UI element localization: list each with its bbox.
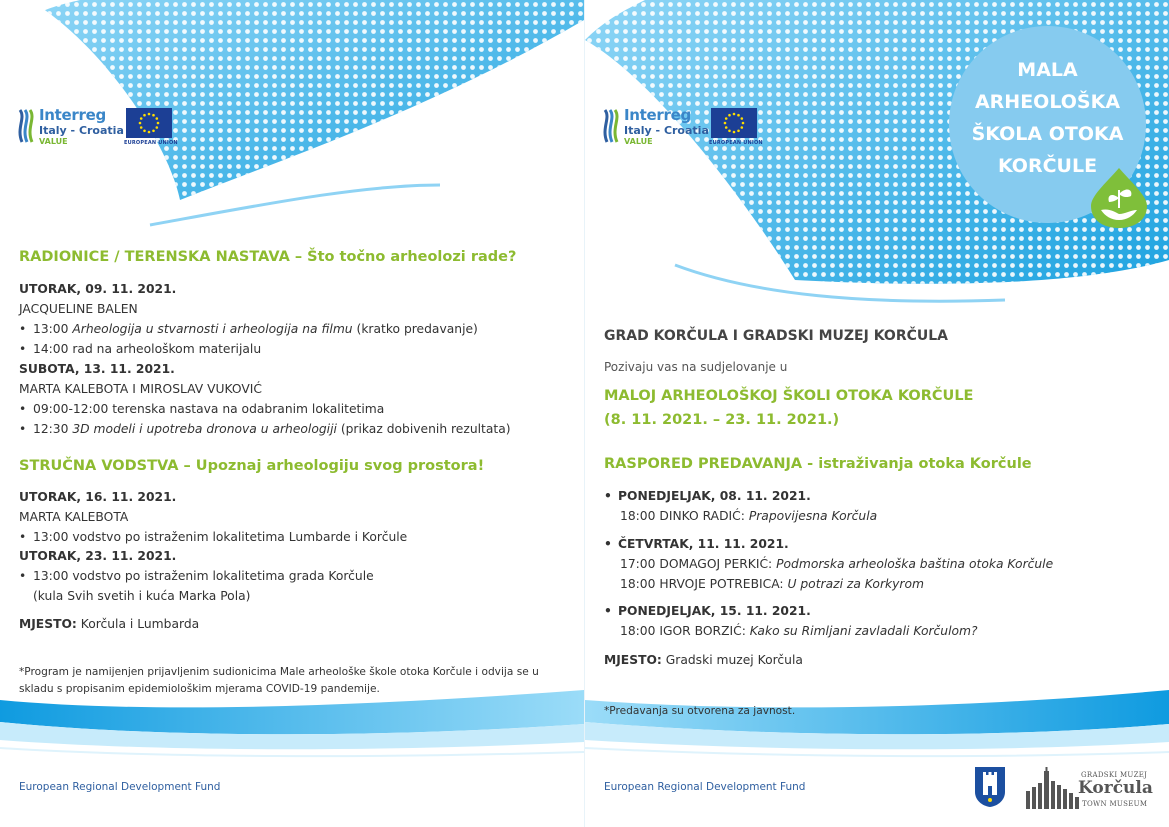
- invite-text: Pozivaju vas na sudjelovanje u: [604, 360, 788, 374]
- event-dates: (8. 11. 2021. – 23. 11. 2021.): [604, 412, 840, 428]
- interreg-program: Italy - Croatia: [39, 124, 124, 137]
- lecture-3: 18:00 HRVOJE POTREBICA: U potrazi za Korkyrom: [620, 577, 924, 591]
- museum-top-caption: GRADSKI MUZEJ: [1081, 771, 1148, 779]
- host-institutions: GRAD KORČULA I GRADSKI MUZEJ KORČULA: [604, 328, 948, 344]
- workshop-day-2: SUBOTA, 13. 11. 2021.: [19, 362, 175, 376]
- workshop-person-2: MARTA KALEBOTA I MIROSLAV VUKOVIĆ: [19, 382, 262, 396]
- museum-skyline-icon: [1026, 767, 1082, 811]
- left-venue: MJESTO: Korčula i Lumbarda: [19, 617, 200, 631]
- interreg-title: Interreg: [624, 106, 691, 124]
- right-footer: European Regional Development Fund: [604, 781, 806, 793]
- museum-name: Korčula: [1078, 778, 1153, 798]
- eu-flag-icon: [711, 108, 757, 138]
- eu-caption: EUROPEAN UNION: [124, 140, 178, 146]
- interreg-value: VALUE: [39, 137, 68, 146]
- left-panel: [0, 0, 584, 827]
- tour-item-1: • 13:00 vodstvo po istraženim lokalitetima Lumbarde i Korčule: [19, 530, 408, 544]
- badge-line-2: ARHEOLOŠKA: [974, 91, 1121, 113]
- lecture-1: 18:00 DINKO RADIĆ: Prapovijesna Korčula: [620, 509, 878, 523]
- schedule-title: RASPORED PREDAVANJA - istraživanja otoka Korčule: [604, 456, 1032, 472]
- workshop-item-2: • 14:00 rad na arheološkom materijalu: [19, 342, 262, 356]
- workshop-item-4: • 12:30 3D modeli i upotreba dronova u arheologiji (prikaz dobivenih rezultata): [19, 422, 511, 436]
- interreg-program: Italy - Croatia: [624, 124, 709, 137]
- badge-line-3: ŠKOLA OTOKA: [971, 123, 1124, 145]
- workshop-item-3: • 09:00-12:00 terenska nastava na odabranim lokalitetima: [19, 402, 385, 416]
- tour-person-1: MARTA KALEBOTA: [19, 510, 129, 524]
- right-footnote: *Predavanja su otvorena za javnost.: [604, 705, 796, 717]
- left-footnote: *Program je namijenjen prijavljenim sudionicima Male arheološke škole otoka Korčule i odvija se u skladu s propisanim epidemiološkim mjerama COVID-19 pandemije.: [19, 666, 539, 695]
- badge-line-4: KORČULE: [997, 155, 1098, 177]
- workshop-person-1: JACQUELINE BALEN: [19, 302, 138, 316]
- event-name: MALOJ ARHEOLOŠKOJ ŠKOLI OTOKA KORČULE: [604, 388, 974, 404]
- interreg-wave-icon: [18, 108, 34, 144]
- left-footer: European Regional Development Fund: [19, 781, 221, 793]
- interreg-value: VALUE: [624, 137, 653, 146]
- eu-caption: EUROPEAN UNION: [709, 140, 763, 146]
- badge-line-1: MALA: [1017, 59, 1078, 81]
- right-venue: MJESTO: Gradski muzej Korčula: [604, 653, 803, 667]
- workshop-day-1: UTORAK, 09. 11. 2021.: [19, 282, 177, 296]
- interreg-logo-right: [603, 106, 763, 148]
- interreg-logo: [18, 106, 178, 148]
- right-panel: [585, 0, 1169, 827]
- interreg-wave-icon: [603, 108, 619, 144]
- museum-bottom-caption: TOWN MUSEUM: [1082, 800, 1148, 808]
- tour-item-2: • 13:00 vodstvo po istraženim lokalitetima grada Korčule: [19, 569, 374, 583]
- korcula-crest-icon: [974, 766, 1006, 808]
- plant-hand-icon: [1089, 166, 1149, 230]
- town-museum-logo: [1026, 767, 1156, 811]
- interreg-title: Interreg: [39, 106, 106, 124]
- tour-item-2-detail: (kula Svih svetih i kuća Marka Pola): [33, 589, 251, 603]
- workshop-item-1: • 13:00 Arheologija u stvarnosti i arheologija na filmu (kratko predavanje): [19, 322, 478, 336]
- lecture-4: 18:00 IGOR BORZIĆ: Kako su Rimljani zavladali Korčulom?: [620, 624, 978, 638]
- eu-flag-icon: [126, 108, 172, 138]
- tour-day-1: UTORAK, 16. 11. 2021.: [19, 490, 177, 504]
- tour-day-2: UTORAK, 23. 11. 2021.: [19, 549, 177, 563]
- section-tours-title: STRUČNA VODSTVA – Upoznaj arheologiju svog prostora!: [19, 458, 485, 474]
- lecture-day-2: • ČETVRTAK, 11. 11. 2021.: [604, 537, 789, 551]
- lecture-day-3: • PONEDJELJAK, 15. 11. 2021.: [604, 604, 811, 618]
- lecture-day-1: • PONEDJELJAK, 08. 11. 2021.: [604, 489, 811, 503]
- section-workshops-title: RADIONICE / TERENSKA NASTAVA – Što točno arheolozi rade?: [19, 249, 517, 265]
- lecture-2: 17:00 DOMAGOJ PERKIĆ: Podmorska arheološka baština otoka Korčule: [620, 557, 1054, 571]
